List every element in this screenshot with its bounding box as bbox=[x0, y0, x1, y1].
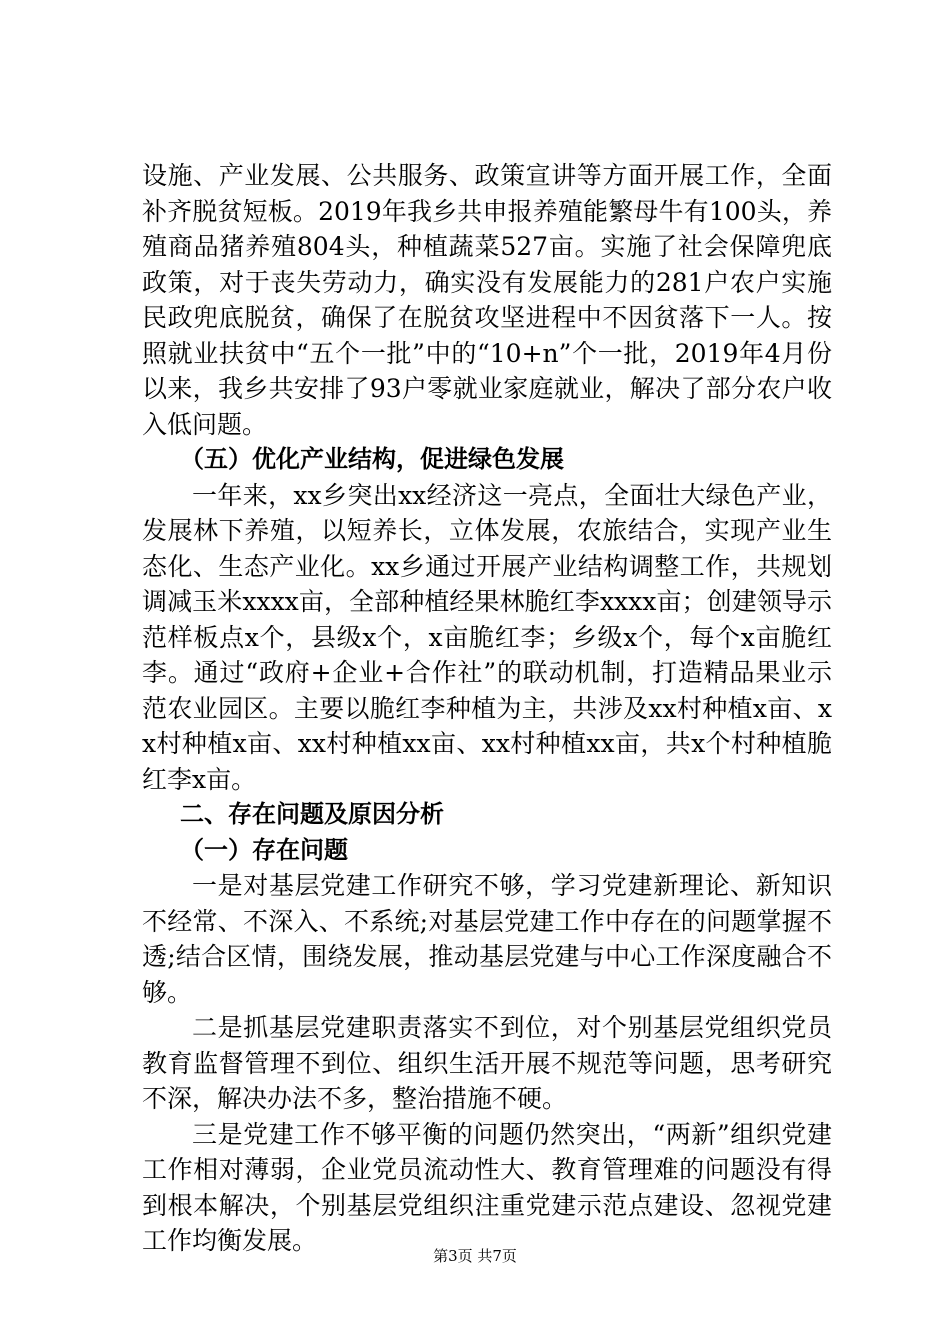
paragraph-problem-two: 二是抓基层党建职责落实不到位，对个别基层党组织党员教育监督管理不到位、组织生活开展不规范等问题，思考研究不深，解决办法不多，整治措施不硬。 bbox=[142, 1013, 832, 1113]
document-body bbox=[142, 158, 832, 1259]
page-number-footer: 第3页 共7页 bbox=[433, 1247, 517, 1265]
paragraph-problem-three: 三是党建工作不够平衡的问题仍然突出，“两新”组织党建工作相对薄弱，企业党员流动性大、教育管理难的问题没有得到根本解决，个别基层党组织注重党建示范点建设、忽视党建工作均衡发展。 bbox=[142, 1119, 832, 1255]
subsection-heading-problems: （一）存在问题 bbox=[180, 835, 348, 864]
paragraph-poverty-alleviation: 设施、产业发展、公共服务、政策宣讲等方面开展工作，全面补齐脱贫短板。2019年我乡共申报养殖能繁母牛有100头，养殖商品猪养殖804头，种植蔬菜527亩。实施了社会保障兜底政策，对于丧失劳动力，确实没有发展能力的281户农户实施民政兜底脱贫，确保了在脱贫攻坚进程中不因贫落下一人。按照就业扶贫中“五个一批”中的“10+n”个一批，2019年4月份以来，我乡共安排了93户零就业家庭就业，解决了部分农户收入低问题。 bbox=[142, 161, 832, 439]
section-heading-five: （五）优化产业结构，促进绿色发展 bbox=[180, 445, 564, 473]
paragraph-problem-one: 一是对基层党建工作研究不够，学习党建新理论、新知识不经常、不深入、不系统;对基层党建工作中存在的问题掌握不透;结合区情，围绕发展，推动基层党建与中心工作深度融合不够。 bbox=[142, 871, 832, 1007]
section-heading-two: 二、存在问题及原因分析 bbox=[180, 800, 444, 828]
paragraph-industry-structure: 一年来，xx乡突出xx经济这一亮点，全面壮大绿色产业，发展林下养殖，以短养长，立体发展，农旅结合，实现产业生态化、生态产业化。xx乡通过开展产业结构调整工作，共规划调减玉米xxxx亩，全部种植经果林脆红李xxxx亩；创建领导示范样板点x个，县级x个，x亩脆红李；乡级x个，每个x亩脆红李。通过“政府+企业+合作社”的联动机制，打造精品果业示范农业园区。主要以脆红李种植为主，共涉及xx村种植x亩、xx村种植x亩、xx村种植xx亩、xx村种植xx亩，共x个村种植脆红李x亩。 bbox=[142, 480, 832, 794]
